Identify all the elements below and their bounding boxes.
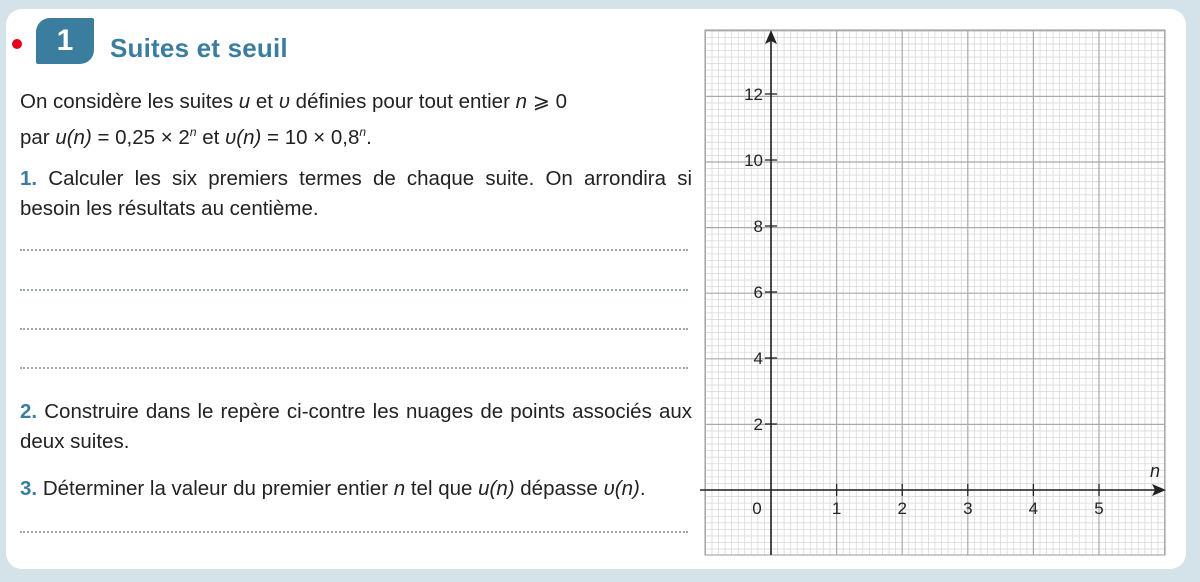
statement: On considère les suites u et υ définies pour tout entier n ⩾ 0 par $u(n) = 0,25 \times 2^n$ et $\upsilon(n) = 10 \times 0,8^n$. bbox=[20, 90, 567, 149]
labels bbox=[744, 85, 1160, 518]
x-tick-label: 1 bbox=[831, 499, 842, 518]
x-axis-label: n bbox=[1149, 461, 1161, 481]
y-tick-label: 8 bbox=[753, 217, 763, 236]
x-tick-label: 5 bbox=[1094, 499, 1104, 518]
question-1: 1. Calculer les six premiers termes de chaque suite. On arrondira si besoin les résultats au centième. bbox=[20, 167, 692, 220]
ticks bbox=[765, 94, 1099, 496]
x-tick-label: 0 bbox=[752, 499, 762, 518]
x-tick-label: 4 bbox=[1028, 499, 1039, 518]
x-tick-label: 3 bbox=[963, 499, 973, 518]
exercise-number-badge: 1 bbox=[36, 18, 94, 64]
y-tick-label: 4 bbox=[753, 349, 763, 368]
y-tick-label: 2 bbox=[753, 415, 763, 434]
x-tick-label: 2 bbox=[897, 499, 907, 518]
question-3: 3. Déterminer la valeur du premier entier n tel que u(n) dépasse υ(n). bbox=[20, 477, 646, 500]
exercise-title: Suites et seuil bbox=[110, 33, 288, 63]
y-tick-label: 6 bbox=[753, 283, 763, 302]
y-tick-label: 12 bbox=[744, 85, 763, 104]
y-tick-label: 10 bbox=[744, 151, 763, 170]
question-2: 2. Construire dans le repère ci-contre les nuages de points associés aux deux suites. bbox=[20, 400, 692, 453]
